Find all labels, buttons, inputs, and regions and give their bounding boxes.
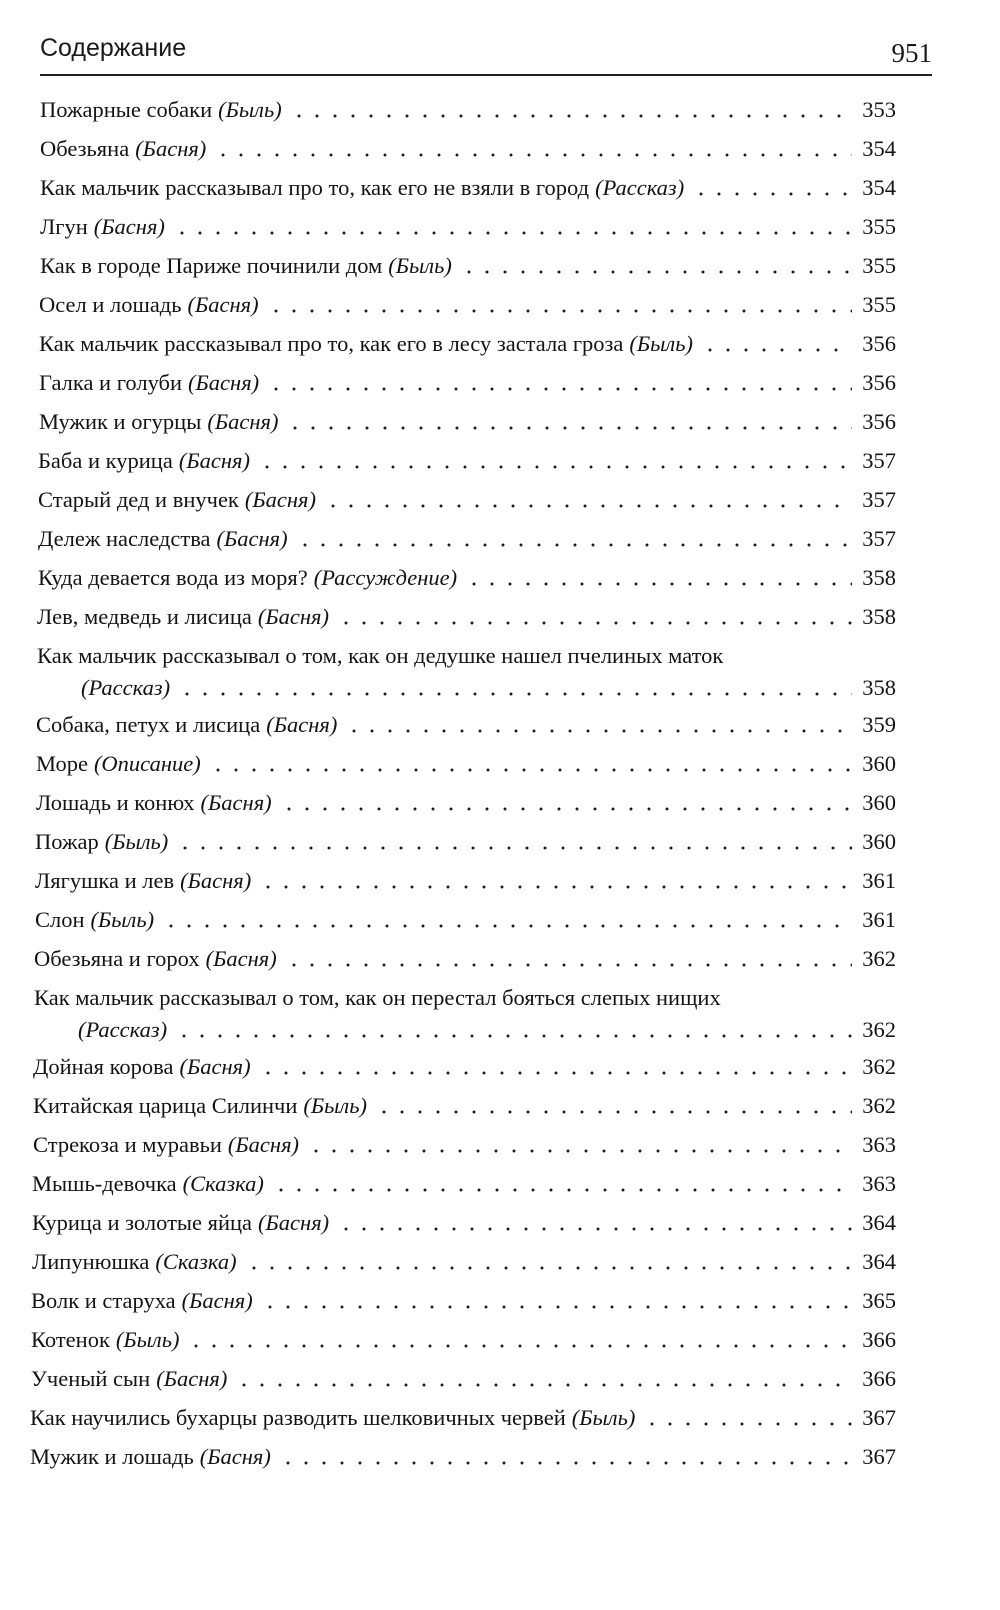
- toc-entry: [35, 869, 896, 909]
- entry-page: 364: [862, 1249, 896, 1274]
- leader-dots: [214, 153, 852, 157]
- toc-entry: [38, 449, 896, 489]
- entry-title: Старый дед и внучек: [38, 487, 239, 512]
- entry-genre: (Басня): [93, 214, 165, 239]
- toc-entry: [40, 254, 896, 294]
- entry-title: Обезьяна и горох: [34, 946, 200, 971]
- entry-genre: (Басня): [180, 868, 252, 893]
- entry-page: 367: [862, 1405, 896, 1430]
- leader-dots: [643, 1422, 852, 1426]
- running-header: [40, 30, 932, 76]
- toc-entry: [34, 947, 896, 987]
- leader-dots: [178, 692, 852, 696]
- toc-entry: [30, 1406, 896, 1446]
- entry-page: 354: [862, 175, 896, 200]
- toc-entry: [39, 332, 896, 372]
- leader-dots: [296, 543, 852, 547]
- toc-entry: [39, 410, 896, 450]
- leader-dots: [259, 1071, 852, 1075]
- entry-title: Стрекоза и муравьи: [33, 1132, 222, 1157]
- entry-genre: (Басня): [188, 370, 260, 395]
- entry-genre: (Басня): [216, 526, 288, 551]
- entry-genre: (Быль): [303, 1093, 367, 1118]
- entry-title: Пожар: [35, 829, 99, 854]
- entry-genre: (Басня): [178, 448, 250, 473]
- entry-genre: (Быль): [388, 253, 452, 278]
- toc-entry: [36, 752, 896, 792]
- entry-genre: (Басня): [187, 292, 259, 317]
- entry-genre: (Быль): [90, 907, 155, 932]
- entry-title: Пожарные собаки: [40, 97, 213, 122]
- entry-page: 364: [862, 1210, 896, 1235]
- toc-entry: [31, 1328, 896, 1368]
- entry-page: 363: [862, 1132, 896, 1157]
- leader-dots: [267, 387, 852, 391]
- toc-entry: [39, 293, 896, 333]
- entry-title: Море: [36, 751, 88, 776]
- entry-page: 362: [862, 1093, 896, 1118]
- toc-entry: [33, 1133, 896, 1173]
- entry-page: 363: [862, 1171, 896, 1196]
- leader-dots: [345, 729, 852, 733]
- entry-genre: (Описание): [93, 751, 201, 776]
- toc-entry: [33, 1094, 896, 1134]
- entry-title: Галка и голуби: [39, 370, 183, 395]
- toc-entry: [37, 605, 896, 645]
- leader-dots: [279, 1461, 852, 1465]
- leader-dots: [285, 963, 852, 967]
- leader-dots: [375, 1110, 852, 1114]
- entry-title: Лгун: [40, 214, 88, 239]
- leader-dots: [290, 114, 852, 118]
- leader-dots: [337, 1227, 852, 1231]
- leader-dots: [280, 807, 852, 811]
- entry-title: Лев, медведь и лисица: [37, 604, 252, 629]
- leader-dots: [175, 1034, 852, 1038]
- entry-page: 357: [862, 487, 896, 512]
- entry-genre: (Басня): [181, 1288, 253, 1313]
- section-title: Содержание: [40, 34, 187, 62]
- entry-genre: (Быль): [629, 331, 693, 356]
- entry-title: Как мальчик рассказывал о том, как он перестал бояться слепых нищих: [34, 985, 721, 1010]
- leader-dots: [465, 582, 852, 586]
- leader-dots: [324, 504, 852, 508]
- entry-page: 360: [862, 829, 896, 854]
- leader-dots: [235, 1383, 852, 1387]
- entry-title: Как научились бухарцы разводить шелковичных червей: [30, 1405, 566, 1430]
- entry-title: Китайская царица Силинчи: [33, 1093, 298, 1118]
- entry-genre: (Рассуждение): [313, 565, 458, 590]
- entry-page: 366: [862, 1327, 896, 1352]
- entry-title: Как мальчик рассказывал о том, как он дедушке нашел пчелиных маток: [37, 643, 724, 668]
- entry-genre: (Басня): [135, 136, 207, 161]
- entry-title: Собака, петух и лисица: [36, 712, 261, 737]
- entry-page: 353: [862, 97, 896, 122]
- entry-title: Дележ наследства: [38, 526, 211, 551]
- toc-entry: [36, 791, 896, 831]
- toc-entry: [37, 644, 896, 714]
- entry-page: 360: [862, 790, 896, 815]
- entry-genre: (Быль): [571, 1405, 636, 1430]
- entry-genre: (Быль): [115, 1327, 180, 1352]
- toc-entry: [32, 1211, 896, 1251]
- page-number: 951: [891, 38, 932, 68]
- leader-dots: [187, 1344, 852, 1348]
- entry-genre: (Басня): [207, 409, 279, 434]
- entry-page: 354: [862, 136, 896, 161]
- entry-page: 362: [862, 1054, 896, 1079]
- entry-genre: (Басня): [227, 1132, 300, 1157]
- entry-genre: (Басня): [205, 946, 277, 971]
- toc-entry: [36, 713, 896, 753]
- entry-title: Мужик и огурцы: [39, 409, 202, 434]
- entry-title: Ученый сын: [31, 1366, 151, 1391]
- leader-dots: [261, 1305, 852, 1309]
- leader-dots: [258, 465, 852, 469]
- entry-title: Волк и старуха: [31, 1288, 176, 1313]
- entry-page: 362: [862, 946, 896, 971]
- toc-entry: [33, 1055, 896, 1095]
- entry-page: 360: [862, 751, 896, 776]
- leader-dots: [272, 1188, 852, 1192]
- leader-dots: [460, 270, 852, 274]
- entry-page: 357: [862, 526, 896, 551]
- toc-entry: [40, 98, 896, 138]
- entry-page: 358: [862, 604, 896, 629]
- entry-page: 356: [862, 409, 896, 434]
- toc-entry: [40, 137, 896, 177]
- entry-genre: (Басня): [258, 1210, 330, 1235]
- entry-title: Котенок: [31, 1327, 110, 1352]
- entry-genre: (Басня): [257, 604, 329, 629]
- leader-dots: [209, 768, 852, 772]
- leader-dots: [701, 348, 852, 352]
- toc-entry: [34, 986, 896, 1056]
- leader-dots: [337, 621, 852, 625]
- entry-title: Слон: [35, 907, 85, 932]
- leader-dots: [173, 231, 852, 235]
- toc-entry: [39, 371, 896, 411]
- entry-genre: (Быль): [218, 97, 282, 122]
- entry-page: 356: [862, 370, 896, 395]
- entry-genre: (Быль): [104, 829, 169, 854]
- toc-entry: [31, 1289, 896, 1329]
- leader-dots: [286, 426, 852, 430]
- entry-page: 367: [862, 1444, 896, 1469]
- entry-title: Дойная корова: [33, 1054, 174, 1079]
- entry-title: Как мальчик рассказывал про то, как его не взяли в город: [40, 175, 590, 200]
- entry-title: Мышь-девочка: [32, 1171, 177, 1196]
- entry-page: 361: [862, 868, 896, 893]
- toc-entry: [31, 1367, 896, 1407]
- leader-dots: [259, 885, 852, 889]
- toc-entry: [40, 176, 896, 216]
- entry-page: 359: [862, 712, 896, 737]
- entry-genre: (Басня): [199, 1444, 271, 1469]
- entry-page: 355: [862, 214, 896, 239]
- entry-page: 362: [862, 1017, 896, 1042]
- entry-page: 358: [862, 675, 896, 700]
- entry-page: 355: [862, 253, 896, 278]
- entry-page: 365: [862, 1288, 896, 1313]
- leader-dots: [245, 1266, 852, 1270]
- entry-genre: (Сказка): [182, 1171, 264, 1196]
- entry-title: Как мальчик рассказывал про то, как его в лесу застала гроза: [39, 331, 624, 356]
- toc-entry: [32, 1250, 896, 1290]
- toc-entry: [38, 527, 896, 567]
- entry-title: Липунюшка: [32, 1249, 150, 1274]
- toc-entry: [38, 488, 896, 528]
- entry-title: Обезьяна: [40, 136, 130, 161]
- entry-title: Куда девается вода из моря?: [38, 565, 308, 590]
- entry-title: Баба и курица: [38, 448, 173, 473]
- leader-dots: [692, 192, 852, 196]
- toc-entry: [35, 908, 896, 948]
- toc-entry: [35, 830, 896, 870]
- entry-genre: (Рассказ): [81, 675, 171, 700]
- toc-entry: [40, 215, 896, 255]
- entry-page: 356: [862, 331, 896, 356]
- entry-title: Как в городе Париже починили дом: [40, 253, 383, 278]
- entry-title: Лошадь и конюх: [36, 790, 195, 815]
- entry-page: 358: [862, 565, 896, 590]
- entry-page: 366: [862, 1366, 896, 1391]
- entry-genre: (Басня): [179, 1054, 251, 1079]
- entry-genre: (Сказка): [155, 1249, 237, 1274]
- entry-title: Мужик и лошадь: [30, 1444, 194, 1469]
- entry-title: Лягушка и лев: [35, 868, 175, 893]
- leader-dots: [176, 846, 852, 850]
- entry-genre: (Рассказ): [595, 175, 685, 200]
- leader-dots: [267, 309, 852, 313]
- entry-genre: (Басня): [266, 712, 338, 737]
- leader-dots: [307, 1149, 852, 1153]
- entry-genre: (Басня): [244, 487, 316, 512]
- entry-genre: (Рассказ): [78, 1017, 168, 1042]
- entry-genre: (Басня): [200, 790, 272, 815]
- entry-genre: (Басня): [156, 1366, 228, 1391]
- entry-title: Курица и золотые яйца: [32, 1210, 253, 1235]
- toc-entry: [38, 566, 896, 606]
- toc-entry: [32, 1172, 896, 1212]
- entry-page: 355: [862, 292, 896, 317]
- entry-page: 361: [862, 907, 896, 932]
- toc-entry: [30, 1445, 896, 1485]
- entry-page: 357: [862, 448, 896, 473]
- entry-title: Осел и лошадь: [39, 292, 182, 317]
- leader-dots: [162, 924, 852, 928]
